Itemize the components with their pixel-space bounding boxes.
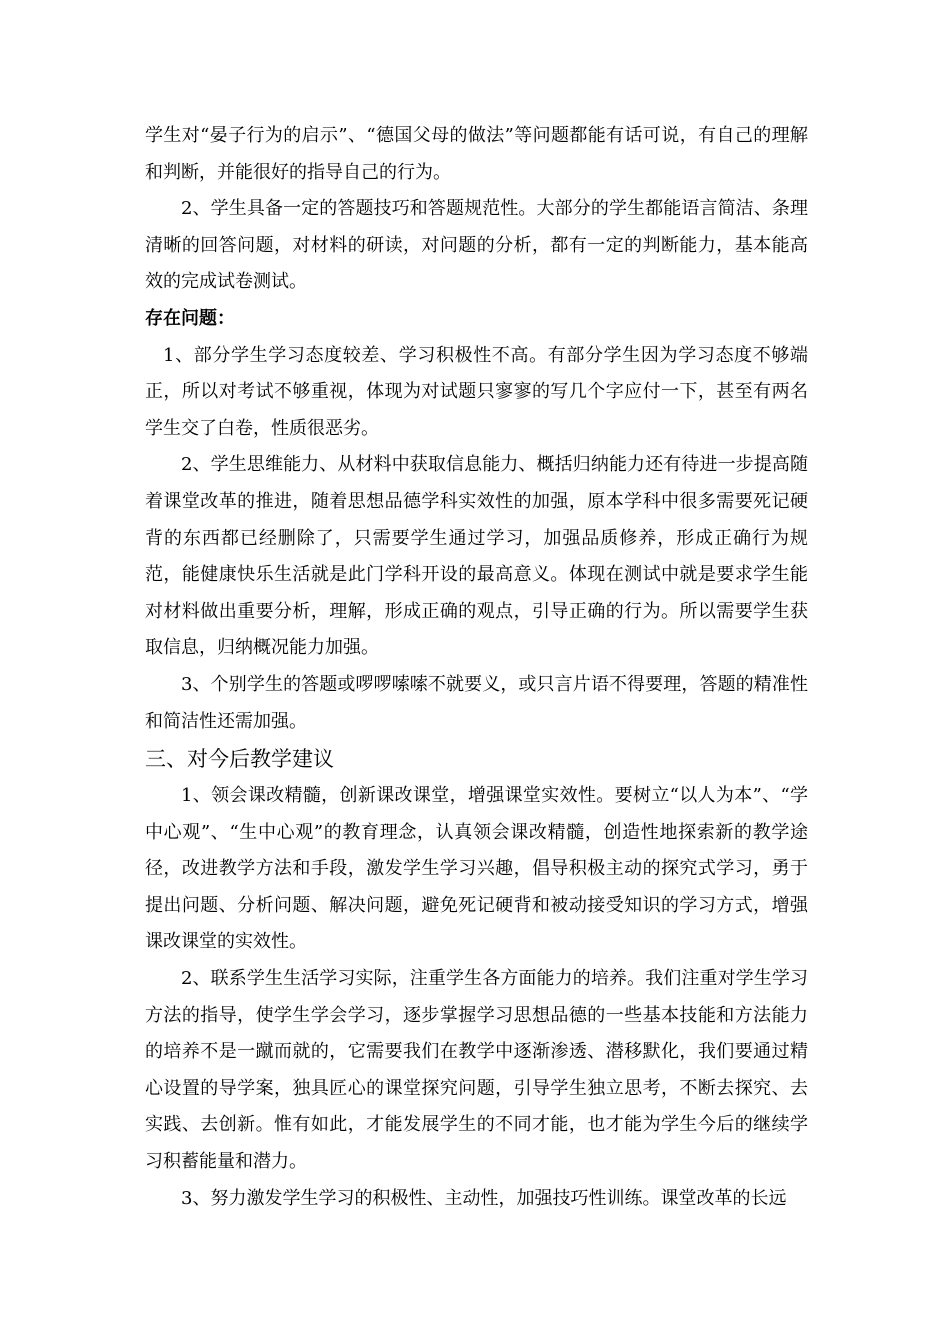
paragraph-problem-precision: 3、个别学生的答题或啰啰嗦嗦不就要义，或只言片语不得要理，答题的精准性和简洁性还需加强。 bbox=[145, 673, 808, 732]
paragraph-suggestion-abilities: 2、联系学生生活学习实际，注重学生各方面能力的培养。我们注重对学生学习方法的指导，使学生学会学习，逐步掌握学习思想品德的一些基本技能和方法能力的培养不是一蹴而就的，它需要我们在教学中逐渐渗透、潜移默化，我们要通过精心设置的导学案，独具匠心的课堂探究问题，引导学生独立思考，不断去探究、去实践、去创新。惟有如此，才能发展学生的不同才能，也才能为学生今后的继续学习积蓄能量和潜力。 bbox=[145, 968, 808, 1173]
section-title-suggestions: 三、对今后教学建议 bbox=[145, 747, 334, 772]
paragraph-problem-thinking: 2、学生思维能力、从材料中获取信息能力、概括归纳能力还有待进一步提高随着课堂改革的推进，随着思想品德学科实效性的加强，原本学科中很多需要死记硬背的东西都已经删除了，只需要学生通过学习，加强品质修养，形成正确行为规范，能健康快乐生活就是此门学科开设的最高意义。体现在测试中就是要求学生能对材料做出重要分析，理解，形成正确的观点，引导正确的行为。所以需要学生获取信息，归纳概况能力加强。 bbox=[145, 454, 808, 659]
paragraph-problem-attitude: 1、部分学生学习态度较差、学习积极性不高。有部分学生因为学习态度不够端正，所以对考试不够重视，体现为对试题只寥寥的写几个字应付一下，甚至有两名学生交了白卷，性质很恶劣。 bbox=[145, 344, 808, 439]
paragraph-suggestion-reform: 1、领会课改精髓，创新课改课堂，增强课堂实效性。要树立“以人为本”、“学中心观”、“生中心观”的教育理念，认真领会课改精髓，创造性地探索新的教学途径，改进教学方法和手段，激发学生学习兴趣，倡导积极主动的探究式学习，勇于提出问题、分析问题、解决问题，避免死记硬背和被动接受知识的学习方式，增强课改课堂的实效性。 bbox=[145, 785, 808, 953]
document-body bbox=[145, 118, 808, 1217]
problems-heading: 存在问题： bbox=[145, 307, 235, 329]
paragraph-answer-skills: 2、学生具备一定的答题技巧和答题规范性。大部分的学生都能语言简洁、条理清晰的回答问题，对材料的研读，对问题的分析，都有一定的判断能力，基本能高效的完成试卷测试。 bbox=[145, 198, 808, 293]
paragraph-suggestion-motivation: 3、努力激发学生学习的积极性、主动性，加强技巧性训练。课堂改革的长远 bbox=[181, 1187, 787, 1209]
paragraph-student-understanding: 学生对“晏子行为的启示”、“德国父母的做法”等问题都能有话可说，有自己的理解和判断，并能很好的指导自己的行为。 bbox=[145, 125, 808, 183]
